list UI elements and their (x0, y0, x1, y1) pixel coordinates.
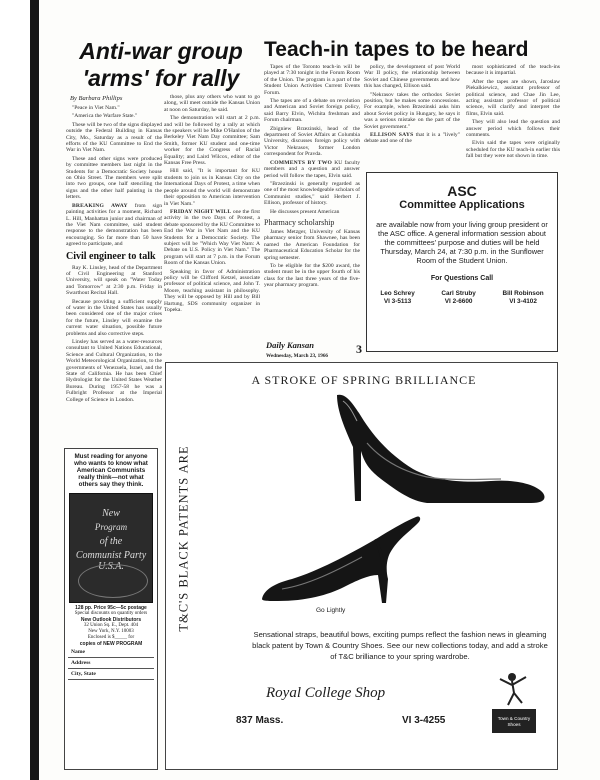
book-cover (69, 493, 153, 603)
cover-ornament (78, 564, 148, 598)
paragraph: These and other signs were produced by committee members last night in the Students for a Democratic Society house on Ohio Street. The members were split into two groups, one half stenciling the signs and the other half painting in the letters. (66, 155, 162, 201)
asc-title: ASC (447, 183, 477, 199)
newspaper-name: Daily Kansan (266, 340, 314, 350)
shop-name: Royal College Shop (266, 685, 386, 701)
paragraph (164, 209, 260, 267)
paragraph: He discusses present American (270, 208, 340, 215)
discount-line: Special discounts on quantity orders (74, 611, 148, 616)
ad-copy: Sensational straps, beautiful bows, exciting pumps reflect the fashion news in gleaming black patent by Town & Country Shoes. See our new collections today, and add a stroke of T&C brilliance to your spring wardrobe. (252, 630, 548, 661)
run-in-label: COMMENTS BY TWO (270, 159, 333, 166)
paragraph-text: from sign painting activities for a moment, Richard L. Hill, Manhattan junior and chairman of the Viet Nam committee, said student response to the demonstration has been encouraging. So far more than 50 have agreed to participate, and (66, 202, 162, 248)
enclosed-line: Enclosed is $_____ for (87, 635, 135, 640)
teach-in-col1 (264, 64, 360, 291)
publisher: New Outlook Distributors (80, 617, 142, 623)
pharmacy-subhead: Pharmacy scholarship (264, 217, 335, 227)
communist-program-ad (64, 448, 158, 770)
name-field[interactable]: Name (68, 647, 154, 658)
pump-shoe-illustration (331, 391, 551, 509)
run-in-label: BREAKING AWAY (72, 202, 128, 209)
shop-phone: VI 3-4255 (402, 715, 446, 726)
paragraph: Tapes of the Toronto teach-in will be played at 7:30 tonight in the Forum Room of the Union. The program is a part of the Student Union Activities Current Events Forum. (264, 64, 360, 96)
paragraph: "Peace in Viet Nam." (72, 105, 120, 111)
cover-line: Program (94, 522, 128, 532)
shoe-ad (165, 362, 558, 770)
paragraph (66, 203, 162, 248)
byline: By Barbara Phillips (70, 95, 123, 102)
paragraph: James Metzger, University of Kansas pharmacy senior from Shawnee, has been named the American Foundation for Pharmaceutical Education Scholar for the spring semester. (264, 228, 360, 261)
paragraph: Because providing a sufficient supply of water in the United States has usually been considered one of the major crises for the future, Linsley will examine the current water situation, possible future problems and also corrective steps. (66, 298, 162, 337)
anti-war-headline: Anti-war group 'arms' for rally (79, 38, 243, 91)
contact-list (367, 290, 557, 306)
paragraph: The tapes are of a debate on revolution and American and Soviet foreign policy, said Barry Elvin, Wichita freshman and Forum chairman. (264, 98, 360, 124)
paragraph-text: KU faculty members and a question and answer period will follow the tapes, Elvin said. (264, 159, 360, 179)
town-country-logo (492, 671, 536, 735)
paragraph-text: one the first activity in the two Days of Protest, a debate sponsored by the KU Committee to End the War in Viet Nam and the KU Students for a Democratic Society. The subject will be "Which Way Viet Nam: A Debate on U.S. Policy in Viet Nam." The program will start at 7 p.m. in the Forum Room of the Kansas Union. (164, 208, 260, 267)
contact-phone: VI 3-4102 (509, 298, 537, 305)
shop-address: 837 Mass. (236, 715, 284, 726)
paragraph: Zbigniew Brzezinski, head of the department of Soviet Affairs at Columbia University, discusses foreign policy with Victor Nekrasov, former London correspondent for Pravda. (264, 125, 360, 158)
teach-in-col2 (364, 64, 460, 147)
slingback-shoe-illustration (258, 509, 428, 605)
paragraph: To be eligible for the $200 award, the student must be in the upper fourth of his class for the last three years of the five-year pharmacy program. (264, 262, 360, 289)
paragraph: policy, the development of post World War II policy, the relationship between Soviet and Chinese governments and how this has changed, Ellison said. (364, 64, 460, 90)
paragraph: Elvin said the tapes were originally scheduled for the KU teach-in earlier this fall but they were not shown in time. (466, 140, 560, 160)
contact-name: Bill Robinson (502, 290, 544, 297)
publisher-city: New York, N.Y. 10003 (88, 629, 134, 634)
paragraph: Linsley has served as a water-resources consultant to United Nations Educational, Science and Cultural Organization, to the World Meteorological Organization, to the governments of Venezuela, Israel, and the State of California. He has been Chief Hydrologist for the United States Weather Bureau. During 1957-58 he was a Fulbright Professor at the Imperial College of Science in London. (66, 339, 162, 403)
paragraph: Hill said, "It is important for KU students to join us in Kansas City on the International Days of Protest, a time when people around the world will demonstrate their opposition to American intervention in Viet Nam." (164, 168, 260, 207)
paragraph: These will be two of the signs displayed outside the Federal Building in Kansas City, Mo., Saturday as a result of the efforts of the KU Committee to End the War in Viet Nam. (66, 121, 162, 154)
paragraph: They will also lead the question and answer period which follows their comments. (466, 119, 560, 139)
paragraph (264, 160, 360, 179)
civil-engineer-subhead: Civil engineer to talk (66, 250, 156, 262)
contact-name: Leo Schrey (380, 290, 415, 297)
publisher-address: 32 Union Sq. E., Dept. 404 (83, 623, 139, 628)
paragraph: those, plus any others who want to go along, will meet outside the Kansas Union at noon on Saturday, he said. (164, 94, 260, 113)
page-number: 3 (356, 342, 362, 356)
logo-box: Town & Country Shoes (492, 709, 536, 733)
copies-line: copies of NEW PROGRAM (79, 641, 143, 647)
questions-call-label: For Questions Call (430, 275, 494, 282)
price-line: 128 pp. Price 95c—5c postage (75, 605, 147, 611)
paragraph: "Brzezinski is generally regarded as one of the most knowledgeable scholars of Communist studies," said Herbert J. Ellison, professor of history. (264, 180, 360, 207)
asc-body: are available now from your living group president or the ASC office. A general information session about the committees' purpose and duties will be held Thursday, March 24, at 7:30 p.m. in the Sunflower Room of the Student Union. (376, 220, 548, 265)
ad-vertical-text: T&C'S BLACK PATENTS ARE (176, 445, 191, 632)
shoe-name: Go Lightly (316, 607, 346, 614)
cover-line: of the (99, 536, 123, 547)
contact-phone: VI 3-5113 (383, 298, 412, 305)
paragraph: "America the Warfare State." (72, 113, 138, 120)
address-field[interactable]: Address (68, 658, 154, 669)
ad-title: A STROKE OF SPRING BRILLIANCE (251, 373, 477, 387)
cover-line: New (102, 508, 120, 519)
paragraph: most sophisticated of the teach-ins because it is impartial. (466, 64, 560, 77)
run-in-label: ELLISON SAYS (370, 132, 414, 139)
contact-phone: VI 2-6600 (444, 298, 473, 305)
contact-name: Carl Struby (441, 290, 476, 297)
dancer-icon (492, 671, 536, 709)
city-state-field[interactable]: City, State (68, 669, 154, 680)
contact (380, 290, 414, 306)
paragraph: Speaking in favor of Administration policy will be Clifford Ketzel, associate professor of political science, and John T. Moore, teaching assistant in philosophy. They will be opposed by Hill and by Bill Hartung, SDS community organizer in Topeka. (164, 268, 260, 313)
contact (502, 290, 543, 306)
paragraph: After the tapes are shown, Jaroslaw Piekalkiewicz, assistant professor of political science, and Chae Jin Lee, acting assistant professor of political science, will clarify and interpret the films, Elvin said. (466, 78, 560, 117)
anti-war-article-col2 (164, 94, 260, 315)
asc-committee-ad (366, 172, 558, 352)
anti-war-article-col1 (66, 105, 162, 405)
teach-in-col3 (466, 64, 560, 162)
asc-subtitle: Committee Applications (399, 199, 525, 211)
page-folio (266, 340, 362, 359)
paragraph: The demonstration will start at 2 p.m. and will be followed by a rally at which the speakers will be Mike O'Hanlon of the Berkeley Viet Nam Day committee; Sam Smith, former KU student and one-time worker for the Congress of Racial Equality; and Laird Wilcox, editor of the Kansas Free Press. (164, 115, 260, 167)
ad-header: Must reading for anyone who wants to know what American Communists really think—not what others say they think. (74, 453, 148, 488)
paragraph: "Nekrasov takes the orthodox Soviet position, but he makes some concessions. For example, when Brzezinski asks him about Soviet policy in Hungary, he says it was a serious mistake on the part of the Soviet government." (364, 91, 460, 130)
paragraph-text: that it is a "lively" debate and one of the (364, 132, 461, 145)
contact (441, 290, 475, 306)
paragraph: Ray K. Linsley, head of the Department of Civil Engineering at Stanford University, will speak on "Water Today and Tomorrow" at 2:30 p.m. Friday in Swarthout Recital Hall. (66, 264, 162, 297)
adjacent-page-edge (0, 0, 30, 780)
issue-date: Wednesday, March 23, 1966 (266, 353, 329, 359)
teach-in-headline: Teach-in tapes to be heard (264, 38, 529, 61)
run-in-label: FRIDAY NIGHT WILL (170, 208, 232, 215)
cover-line: Communist Party U.S.A. (75, 550, 147, 572)
paragraph (364, 132, 460, 145)
